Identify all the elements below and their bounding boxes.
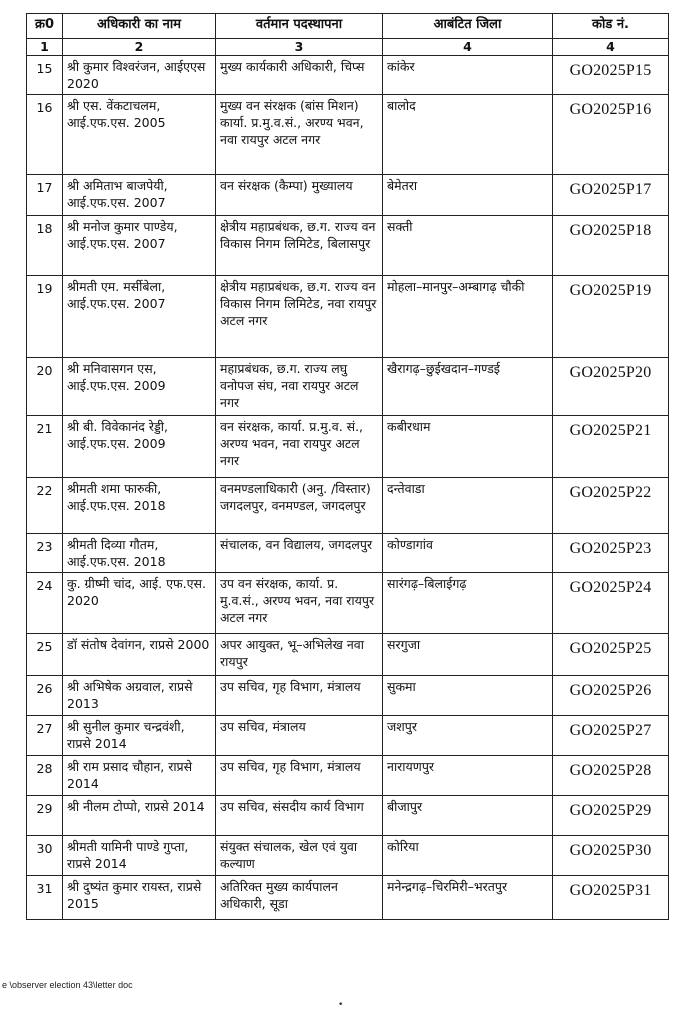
table-row	[27, 876, 669, 920]
allotted-district-cell: कांकेर	[383, 56, 553, 95]
column-number: 4	[553, 39, 669, 56]
code-number-cell: GO2025P26	[553, 676, 669, 716]
current-posting-cell: उप वन संरक्षक, कार्या. प्र. मु.व.सं., अरण्य भवन, नवा रायपुर अटल नगर	[216, 573, 383, 634]
allotted-district-cell: बीजापुर	[383, 796, 553, 836]
code-number-cell: GO2025P28	[553, 756, 669, 796]
allotted-district-cell: मनेन्द्रगढ़–चिरमिरी–भरतपुर	[383, 876, 553, 920]
current-posting-cell: संयुक्त संचालक, खेल एवं युवा कल्याण	[216, 836, 383, 876]
header-allotted-district: आबंटित जिला	[383, 14, 553, 39]
current-posting-cell: क्षेत्रीय महाप्रबंधक, छ.ग. राज्य वन विकास निगम लिमिटेड, बिलासपुर	[216, 216, 383, 276]
table-row	[27, 216, 669, 276]
header-code-number: कोड नं.	[553, 14, 669, 39]
header-serial: क्र0	[27, 14, 63, 39]
serial-number-cell: 25	[27, 634, 63, 676]
table-row	[27, 276, 669, 358]
allotted-district-cell: सुकमा	[383, 676, 553, 716]
code-number-cell: GO2025P16	[553, 95, 669, 175]
current-posting-cell: मुख्य कार्यकारी अधिकारी, चिप्स	[216, 56, 383, 95]
current-posting-cell: अपर आयुक्त, भू–अभिलेख नवा रायपुर	[216, 634, 383, 676]
header-officer-name: अधिकारी का नाम	[63, 14, 216, 39]
current-posting-cell: उप सचिव, मंत्रालय	[216, 716, 383, 756]
officer-name-cell: श्री अभिषेक अग्रवाल, राप्रसे 2013	[63, 676, 216, 716]
current-posting-cell: वन संरक्षक (कैम्पा) मुख्यालय	[216, 175, 383, 216]
table-row	[27, 836, 669, 876]
serial-number-cell: 15	[27, 56, 63, 95]
officer-name-cell: श्री राम प्रसाद चौहान, राप्रसे 2014	[63, 756, 216, 796]
serial-number-cell: 16	[27, 95, 63, 175]
code-number-cell: GO2025P30	[553, 836, 669, 876]
code-number-cell: GO2025P17	[553, 175, 669, 216]
code-number-cell: GO2025P15	[553, 56, 669, 95]
current-posting-cell: वनमण्डलाधिकारी (अनु. /विस्तार) जगदलपुर, वनमण्डल, जगदलपुर	[216, 478, 383, 534]
officer-name-cell: श्री मनिवासगन एस, आई.एफ.एस. 2009	[63, 358, 216, 416]
code-number-cell: GO2025P21	[553, 416, 669, 478]
table-row	[27, 358, 669, 416]
serial-number-cell: 21	[27, 416, 63, 478]
serial-number-cell: 28	[27, 756, 63, 796]
serial-number-cell: 26	[27, 676, 63, 716]
code-number-cell: GO2025P23	[553, 534, 669, 573]
officer-name-cell: श्री नीलम टोप्पो, राप्रसे 2014	[63, 796, 216, 836]
allotted-district-cell: कोण्डागांव	[383, 534, 553, 573]
current-posting-cell: संचालक, वन विद्यालय, जगदलपुर	[216, 534, 383, 573]
table-row	[27, 573, 669, 634]
officer-name-cell: श्रीमती यामिनी पाण्डे गुप्ता, राप्रसे 2014	[63, 836, 216, 876]
allotted-district-cell: खैरागढ़–छुईखदान–गण्डई	[383, 358, 553, 416]
table-row	[27, 175, 669, 216]
serial-number-cell: 29	[27, 796, 63, 836]
current-posting-cell: वन संरक्षक, कार्या. प्र.मु.व. सं., अरण्य भवन, नवा रायपुर अटल नगर	[216, 416, 383, 478]
header-current-posting: वर्तमान पदस्थापना	[216, 14, 383, 39]
current-posting-cell: उप सचिव, गृह विभाग, मंत्रालय	[216, 676, 383, 716]
officer-name-cell: श्री बी. विवेकानंद रेड्डी, आई.एफ.एस. 2009	[63, 416, 216, 478]
table-row	[27, 756, 669, 796]
table-row	[27, 478, 669, 534]
table-row	[27, 534, 669, 573]
code-number-cell: GO2025P18	[553, 216, 669, 276]
table-row	[27, 56, 669, 95]
serial-number-cell: 23	[27, 534, 63, 573]
current-posting-cell: उप सचिव, संसदीय कार्य विभाग	[216, 796, 383, 836]
current-posting-cell: उप सचिव, गृह विभाग, मंत्रालय	[216, 756, 383, 796]
current-posting-cell: अतिरिक्त मुख्य कार्यपालन अधिकारी, सूडा	[216, 876, 383, 920]
table-row	[27, 796, 669, 836]
allotted-district-cell: मोहला–मानपुर–अम्बागढ़ चौकी	[383, 276, 553, 358]
allotted-district-cell: सारंगढ़–बिलाईगढ़	[383, 573, 553, 634]
allotted-district-cell: कोरिया	[383, 836, 553, 876]
code-number-cell: GO2025P19	[553, 276, 669, 358]
serial-number-cell: 17	[27, 175, 63, 216]
table-row	[27, 95, 669, 175]
allotted-district-cell: जशपुर	[383, 716, 553, 756]
table-row	[27, 634, 669, 676]
column-number: 3	[216, 39, 383, 56]
column-number: 4	[383, 39, 553, 56]
table-row	[27, 676, 669, 716]
serial-number-cell: 19	[27, 276, 63, 358]
serial-number-cell: 31	[27, 876, 63, 920]
allotted-district-cell: दन्तेवाडा	[383, 478, 553, 534]
officer-name-cell: श्री सुनील कुमार चन्द्रवंशी, राप्रसे 2014	[63, 716, 216, 756]
officer-name-cell: डॉ संतोष देवांगन, राप्रसे 2000	[63, 634, 216, 676]
officer-name-cell: श्रीमती शमा फारुकी, आई.एफ.एस. 2018	[63, 478, 216, 534]
table-header-row	[27, 14, 669, 39]
serial-number-cell: 22	[27, 478, 63, 534]
current-posting-cell: क्षेत्रीय महाप्रबंधक, छ.ग. राज्य वन विकास निगम लिमिटेड, नवा रायपुर अटल नगर	[216, 276, 383, 358]
current-posting-cell: मुख्य वन संरक्षक (बांस मिशन) कार्या. प्र.मु.व.सं., अरण्य भवन, नवा रायपुर अटल नगर	[216, 95, 383, 175]
officer-name-cell: श्री अमिताभ बाजपेयी, आई.एफ.एस. 2007	[63, 175, 216, 216]
page-mark: •	[338, 1000, 344, 1010]
column-number: 1	[27, 39, 63, 56]
table-row	[27, 716, 669, 756]
allotted-district-cell: बालोद	[383, 95, 553, 175]
officer-name-cell: श्री एस. वेंकटाचलम, आई.एफ.एस. 2005	[63, 95, 216, 175]
serial-number-cell: 27	[27, 716, 63, 756]
table-body	[27, 56, 669, 920]
officer-name-cell: श्री मनोज कुमार पाण्डेय, आई.एफ.एस. 2007	[63, 216, 216, 276]
code-number-cell: GO2025P24	[553, 573, 669, 634]
code-number-cell: GO2025P29	[553, 796, 669, 836]
allotted-district-cell: सरगुजा	[383, 634, 553, 676]
allotted-district-cell: बेमेतरा	[383, 175, 553, 216]
allocation-table-container	[26, 13, 668, 920]
code-number-cell: GO2025P20	[553, 358, 669, 416]
officer-name-cell: श्रीमती एम. मर्सीबेला, आई.एफ.एस. 2007	[63, 276, 216, 358]
officer-name-cell: कु. ग्रीष्मी चांद, आई. एफ.एस. 2020	[63, 573, 216, 634]
code-number-cell: GO2025P31	[553, 876, 669, 920]
serial-number-cell: 24	[27, 573, 63, 634]
code-number-cell: GO2025P22	[553, 478, 669, 534]
serial-number-cell: 18	[27, 216, 63, 276]
code-number-cell: GO2025P25	[553, 634, 669, 676]
column-number: 2	[63, 39, 216, 56]
allotted-district-cell: नारायणपुर	[383, 756, 553, 796]
allotted-district-cell: सक्ती	[383, 216, 553, 276]
serial-number-cell: 20	[27, 358, 63, 416]
allotted-district-cell: कबीरधाम	[383, 416, 553, 478]
current-posting-cell: महाप्रबंधक, छ.ग. राज्य लघु वनोपज संघ, नवा रायपुर अटल नगर	[216, 358, 383, 416]
serial-number-cell: 30	[27, 836, 63, 876]
officer-name-cell: श्री कुमार विश्वरंजन, आईएएस 2020	[63, 56, 216, 95]
officer-name-cell: श्रीमती दिव्या गौतम, आई.एफ.एस. 2018	[63, 534, 216, 573]
code-number-cell: GO2025P27	[553, 716, 669, 756]
officer-allocation-table	[26, 13, 669, 920]
file-path-footer: e \observer election 43\letter doc	[2, 980, 133, 990]
table-row	[27, 416, 669, 478]
officer-name-cell: श्री दुष्यंत कुमार रायस्त, राप्रसे 2015	[63, 876, 216, 920]
column-number-row	[27, 39, 669, 56]
